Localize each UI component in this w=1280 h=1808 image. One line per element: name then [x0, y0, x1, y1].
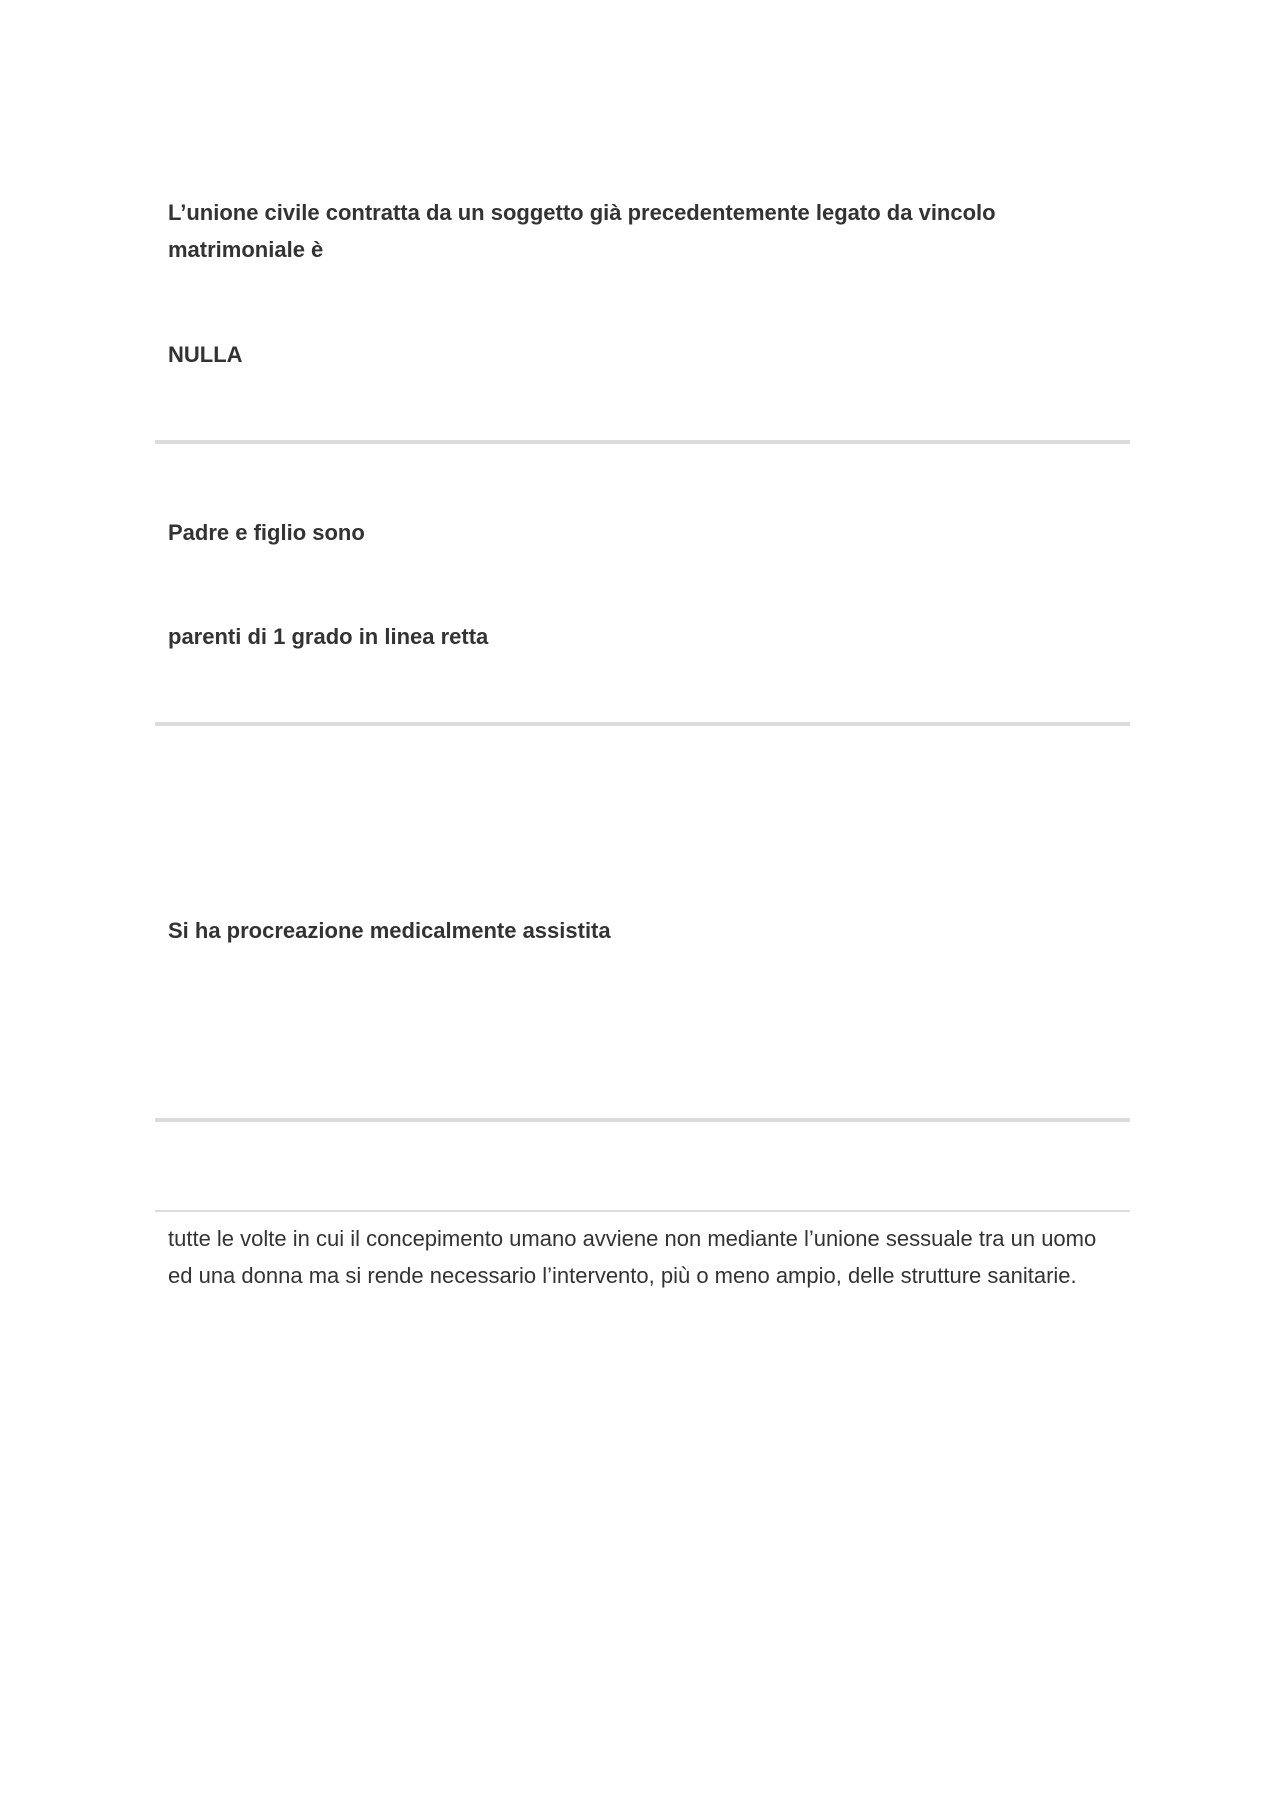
answer-3: tutte le volte in cui il concepimento umano avviene non mediante l’unione sessuale tra un uomo ed una donna ma si rende necessario l’intervento, più o meno ampio, delle strutture sanitarie.: [168, 1226, 1097, 1288]
divider-4: [155, 1210, 1130, 1212]
divider-2: [155, 722, 1130, 726]
answer-2: parenti di 1 grado in linea retta: [168, 624, 489, 649]
answer-1: NULLA: [168, 342, 243, 367]
question-3: Si ha procreazione medicalmente assistita: [168, 918, 611, 943]
question-1: L’unione civile contratta da un soggetto già precedentemente legato da vincolo matrimoniale è: [168, 200, 996, 262]
divider-3: [155, 1118, 1130, 1122]
question-2: Padre e figlio sono: [168, 520, 365, 545]
divider-1: [155, 440, 1130, 444]
